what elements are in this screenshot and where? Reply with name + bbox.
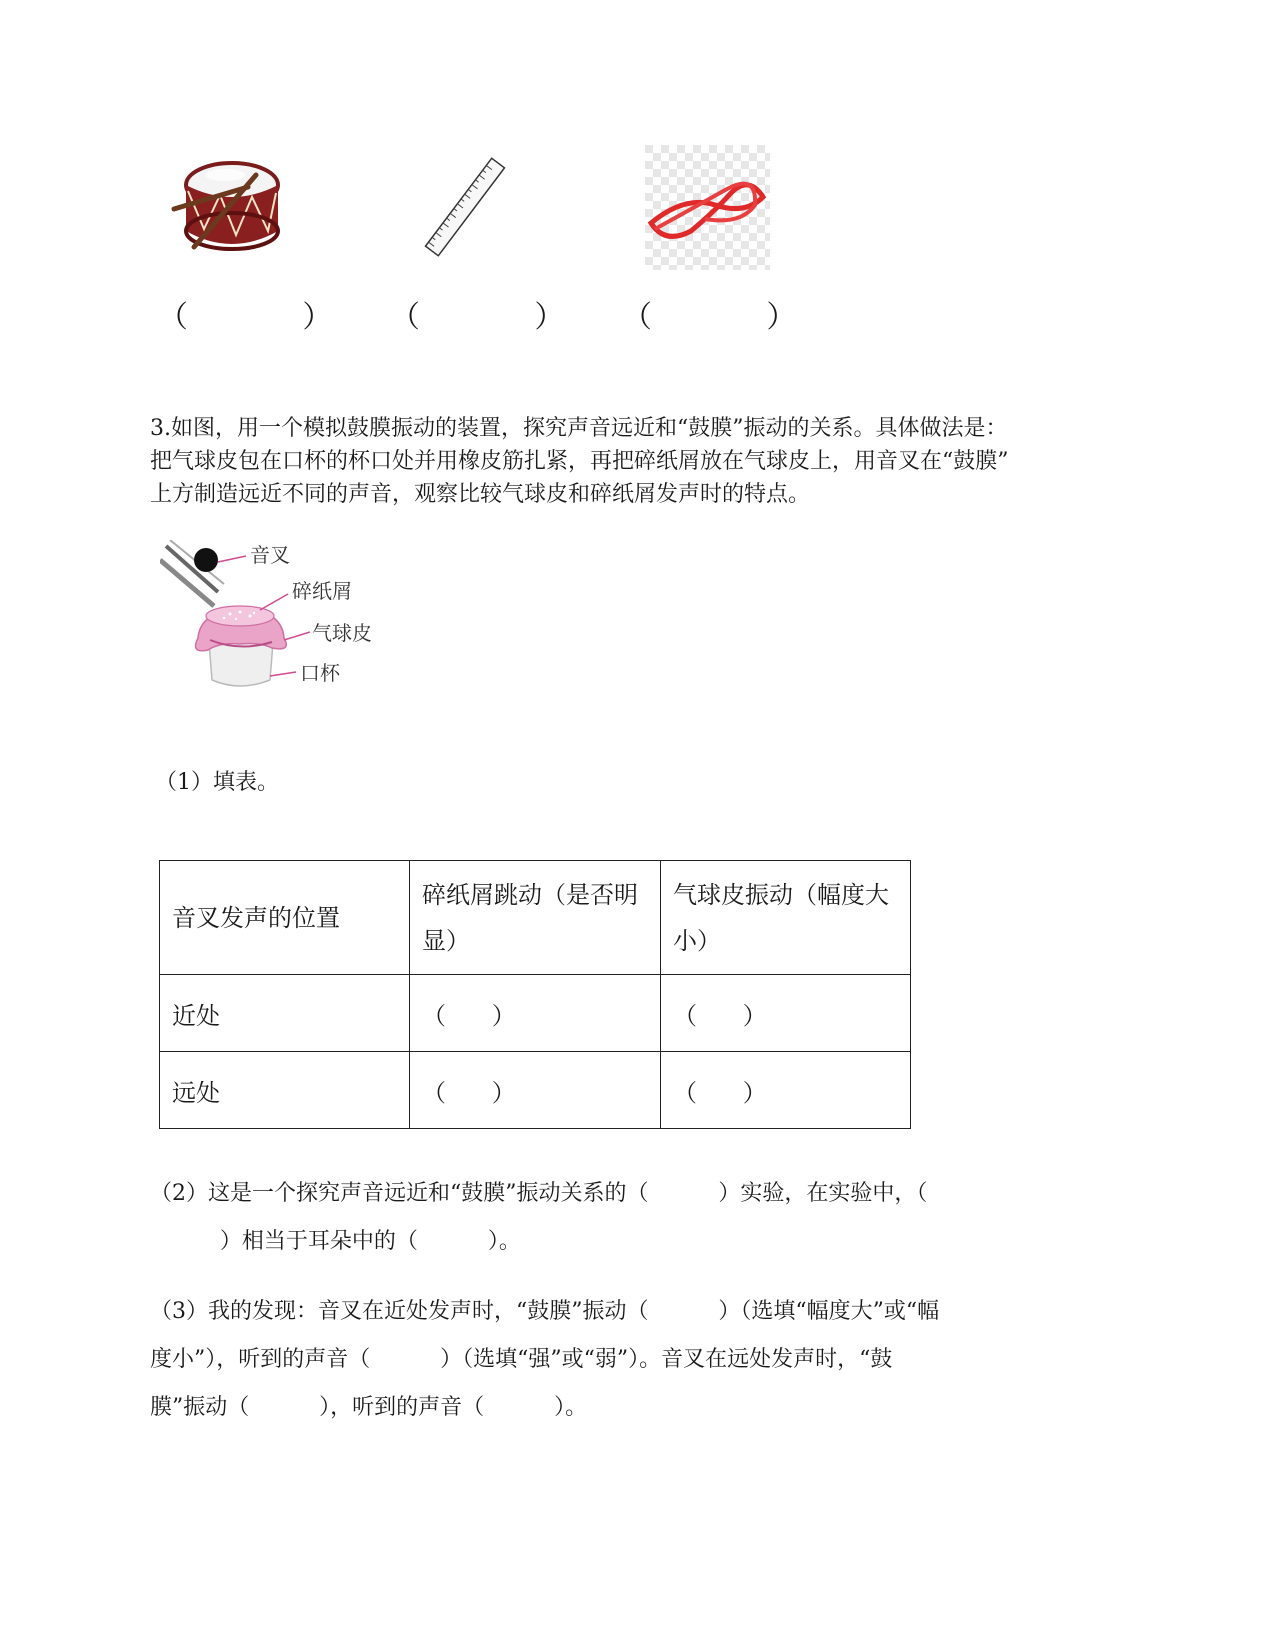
ruler-image xyxy=(415,150,515,265)
table-header-text: 碎纸屑跳动（是否明 xyxy=(422,880,638,909)
cup-icon xyxy=(196,606,287,686)
table-header-text: 小） xyxy=(673,926,721,955)
label-cup: 口杯 xyxy=(300,661,340,685)
table-cell-blank: （ ） xyxy=(410,975,661,1052)
sub-question-1: （1）填表。 xyxy=(155,770,279,795)
table-header-paper xyxy=(410,861,661,975)
drum-image xyxy=(170,145,290,265)
question-3-text xyxy=(150,412,1135,511)
sub-question-2 xyxy=(150,1170,1130,1266)
table-cell-position: 近处 xyxy=(160,975,410,1052)
tuning-fork-icon xyxy=(160,540,224,606)
paragraph-line: （3）我的发现：音叉在近处发声时，“鼓膜”振动（ ）（选填“幅度大”或“幅 xyxy=(150,1299,940,1324)
table-row xyxy=(160,1052,911,1129)
blank-ruler: （ ） xyxy=(390,300,565,335)
question-line: 3.如图，用一个模拟鼓膜振动的装置，探究声音远近和“鼓膜”振动的关系。具体做法是： xyxy=(150,416,1008,441)
label-balloon-skin: 气球皮 xyxy=(312,621,372,645)
paragraph-line: 度小”），听到的声音（ ）（选填“强”或“弱”）。音叉在远处发声时，“鼓 xyxy=(150,1347,893,1372)
question-line: 上方制造远近不同的声音，观察比较气球皮和碎纸屑发声时的特点。 xyxy=(150,482,811,507)
table-cell-blank: （ ） xyxy=(410,1052,661,1129)
question-line: 把气球皮包在口杯的杯口处并用橡皮筋扎紧，再把碎纸屑放在气球皮上，用音叉在“鼓膜” xyxy=(150,449,1009,474)
blank-rubber-band: （ ） xyxy=(622,300,797,335)
paragraph-line: （2）这是一个探究声音远近和“鼓膜”振动关系的（ ）实验，在实验中，（ xyxy=(150,1181,928,1206)
label-paper-scraps: 碎纸屑 xyxy=(292,579,352,603)
table-header-position: 音叉发声的位置 xyxy=(160,861,410,975)
blank-drum: （ ） xyxy=(158,300,333,335)
rubber-band-image xyxy=(645,145,770,270)
table-header-balloon xyxy=(661,861,911,975)
paragraph-line: ）相当于耳朵中的（ ）。 xyxy=(150,1229,521,1254)
paragraph-line: 膜”振动（ ），听到的声音（ ）。 xyxy=(150,1395,588,1420)
sub-question-3 xyxy=(150,1288,1130,1432)
table-cell-position: 远处 xyxy=(160,1052,410,1129)
table-row xyxy=(160,975,911,1052)
experiment-diagram xyxy=(160,540,400,704)
table-header-text: 气球皮振动（幅度大 xyxy=(673,880,889,909)
table-cell-blank: （ ） xyxy=(661,975,911,1052)
table-header-text: 显） xyxy=(422,926,470,955)
label-tuning-fork: 音叉 xyxy=(250,543,290,567)
observation-table xyxy=(159,860,911,1129)
table-cell-blank: （ ） xyxy=(661,1052,911,1129)
